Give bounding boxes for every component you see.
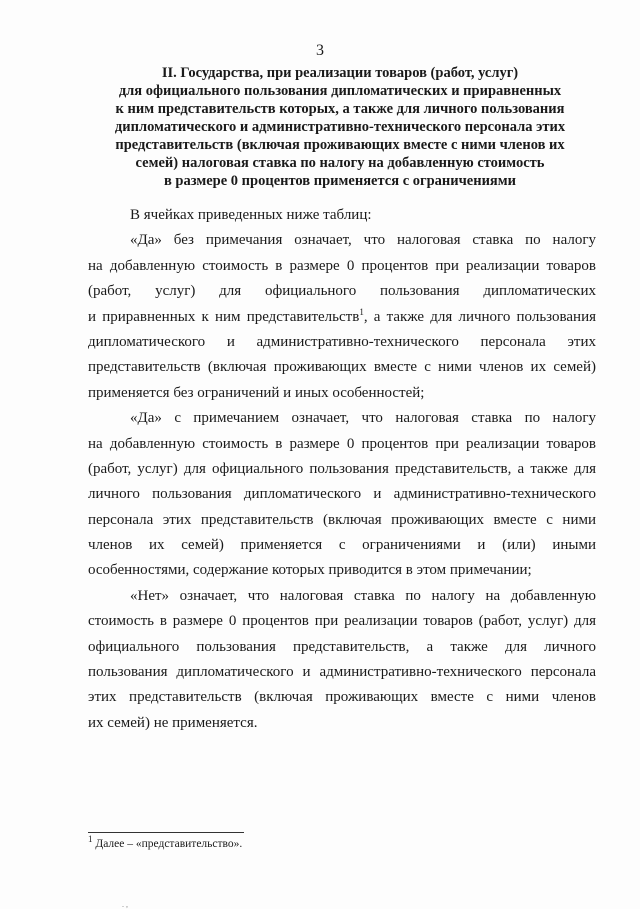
footnote-marker: 1 — [88, 834, 93, 845]
paragraph-yes-no-note — [88, 228, 596, 406]
page-number: 3 — [316, 42, 324, 59]
paragraph-line: на добавленную стоимость в размере 0 процентов при реализации товаров — [88, 257, 596, 274]
heading-line: к ним представительств которых, а также для личного пользования — [115, 101, 565, 117]
heading-line: дипломатического и административно-технического персонала этих — [114, 119, 566, 135]
footnote — [88, 834, 243, 850]
paragraph-line: (работ, услуг) для официального пользования дипломатических — [88, 283, 596, 300]
intro-line: В ячейках приведенных ниже таблиц: — [130, 207, 372, 223]
paragraph-line: дипломатического и административно-технического персонала этих — [88, 333, 596, 350]
footnote-reference: 1 — [359, 306, 364, 317]
paragraph-line: применяется без ограничений и иных особенностей; — [88, 384, 425, 401]
paragraph-line: «Нет» означает, что налоговая ставка по налогу на добавленную — [130, 587, 596, 604]
paragraph-line: (работ, услуг) для официального пользования представительств, а также для — [88, 460, 596, 477]
paragraph-line — [88, 305, 596, 330]
paragraph-line: этих представительств (включая проживающих вместе с ними членов — [88, 689, 596, 706]
heading-line: семей) налоговая ставка по налогу на добавленную стоимость — [135, 155, 545, 171]
paragraph-line: представительств (включая проживающих вместе с ними членов их семей) — [88, 359, 596, 376]
paragraph-line: пользования дипломатического и административно-технического персонала — [88, 664, 596, 681]
paragraph-no — [88, 584, 596, 736]
paragraph-line: персонала этих представительств (включая проживающих вместе с ними — [88, 511, 596, 528]
heading-line: для официального пользования дипломатических и приравненных — [118, 83, 562, 99]
paragraph-line: «Да» с примечанием означает, что налоговая ставка по налогу — [130, 410, 596, 427]
section-heading — [80, 64, 600, 190]
paragraph-line: их семей) не применяется. — [88, 714, 258, 731]
heading-line: в размере 0 процентов применяется с ограничениями — [163, 173, 517, 189]
paragraph-line: личного пользования дипломатического и административно-технического — [88, 486, 596, 503]
heading-line: представительств (включая проживающих вместе с ними членов их — [115, 137, 565, 153]
paragraph-line: официального пользования представительств, а также для личного — [88, 638, 596, 655]
paragraph-text: и приравненных к ним представительств — [88, 308, 360, 325]
paragraph-text: , а также для личного пользования — [363, 308, 596, 325]
paragraph-yes-with-note — [88, 406, 596, 584]
paragraph-line: стоимость в размере 0 процентов при реализации товаров (работ, услуг) для — [88, 613, 596, 630]
paragraph-line: членов их семей) применяется с ограничениями и (или) иными — [88, 537, 596, 554]
paragraph-line: «Да» без примечания означает, что налоговая ставка по налогу — [130, 232, 596, 249]
footnote-text: Далее – «представительство». — [92, 838, 243, 850]
footnote-separator — [88, 832, 244, 833]
heading-line: II. Государства, при реализации товаров (работ, услуг) — [161, 65, 519, 81]
paragraph-line: на добавленную стоимость в размере 0 процентов при реализации товаров — [88, 435, 596, 452]
body-text — [88, 203, 596, 736]
scan-specks: . , — [122, 900, 128, 909]
paragraph-line: особенностями, содержание которых приводится в этом примечании; — [88, 562, 532, 579]
